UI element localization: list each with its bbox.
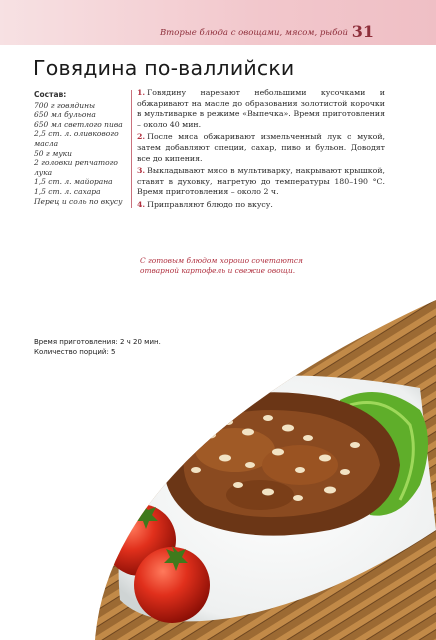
- step-text: После мяса обжаривают измельченный лук с мукой, затем добавляют специи, сахар, пиво и бульон. Доводят все до кипения.: [137, 132, 385, 163]
- step-4: [137, 200, 385, 211]
- ingredient-item: 1,5 ст. л. сахара: [34, 186, 101, 196]
- ingredient-item: 2 головки репчатого лука: [34, 158, 118, 177]
- steps-block: [137, 88, 385, 213]
- column-divider: [131, 90, 132, 208]
- ingredient-item: 50 г муки: [34, 148, 72, 158]
- step-number: 3.: [137, 166, 146, 176]
- ingredient-item: 2,5 ст. л. оливкового масла: [34, 129, 119, 148]
- serving-tip-line: отварной картофель и свежие овощи.: [140, 266, 296, 276]
- cooking-time: Время приготовления: 2 ч 20 мин.: [34, 338, 161, 346]
- step-3: [137, 166, 385, 198]
- step-text: Говядину нарезают небольшими кусочками и обжаривают на масле до образования золотистой корочки в мультиварке в режиме «Выпечка». Время приготовления – около 40 мин.: [137, 88, 385, 129]
- serving-tip: [140, 256, 340, 276]
- step-number: 1.: [137, 88, 146, 97]
- step-text: Выкладывают мясо в мультиварку, накрывают крышкой, ставят в духовку, нагретую до температуры 180–190 °С. Время приготовления – около 2 ч.: [137, 166, 385, 197]
- page-number: 31: [351, 22, 374, 41]
- ingredient-item: Перец и соль по вкусу: [34, 196, 123, 206]
- step-text: Приправляют блюдо по вкусу.: [147, 199, 273, 209]
- ingredient-item: 1,5 ст. л. майорана: [34, 177, 113, 187]
- ingredients-list: [34, 101, 126, 207]
- dish-photo: [0, 300, 436, 640]
- recipe-title: Говядина по-валлийски: [33, 56, 295, 80]
- ingredient-item: 650 мл светлого пива: [34, 119, 123, 129]
- ingredient-item: 650 мл бульона: [34, 110, 96, 120]
- step-number: 4.: [137, 199, 146, 209]
- photo-content: [0, 300, 436, 640]
- step-1: [137, 88, 385, 130]
- section-title: Вторые блюда с овощами, мясом, рыбой: [159, 28, 348, 38]
- ingredient-item: 700 г говядины: [34, 100, 96, 110]
- ingredients-label: Состав:: [34, 90, 67, 99]
- beef-stew: [164, 392, 400, 535]
- servings: Количество порций: 5: [34, 347, 116, 356]
- ingredients-block: [34, 90, 126, 206]
- serving-tip-line: С готовым блюдом хорошо сочетаются: [140, 256, 303, 265]
- step-number: 2.: [137, 132, 146, 142]
- step-2: [137, 132, 385, 164]
